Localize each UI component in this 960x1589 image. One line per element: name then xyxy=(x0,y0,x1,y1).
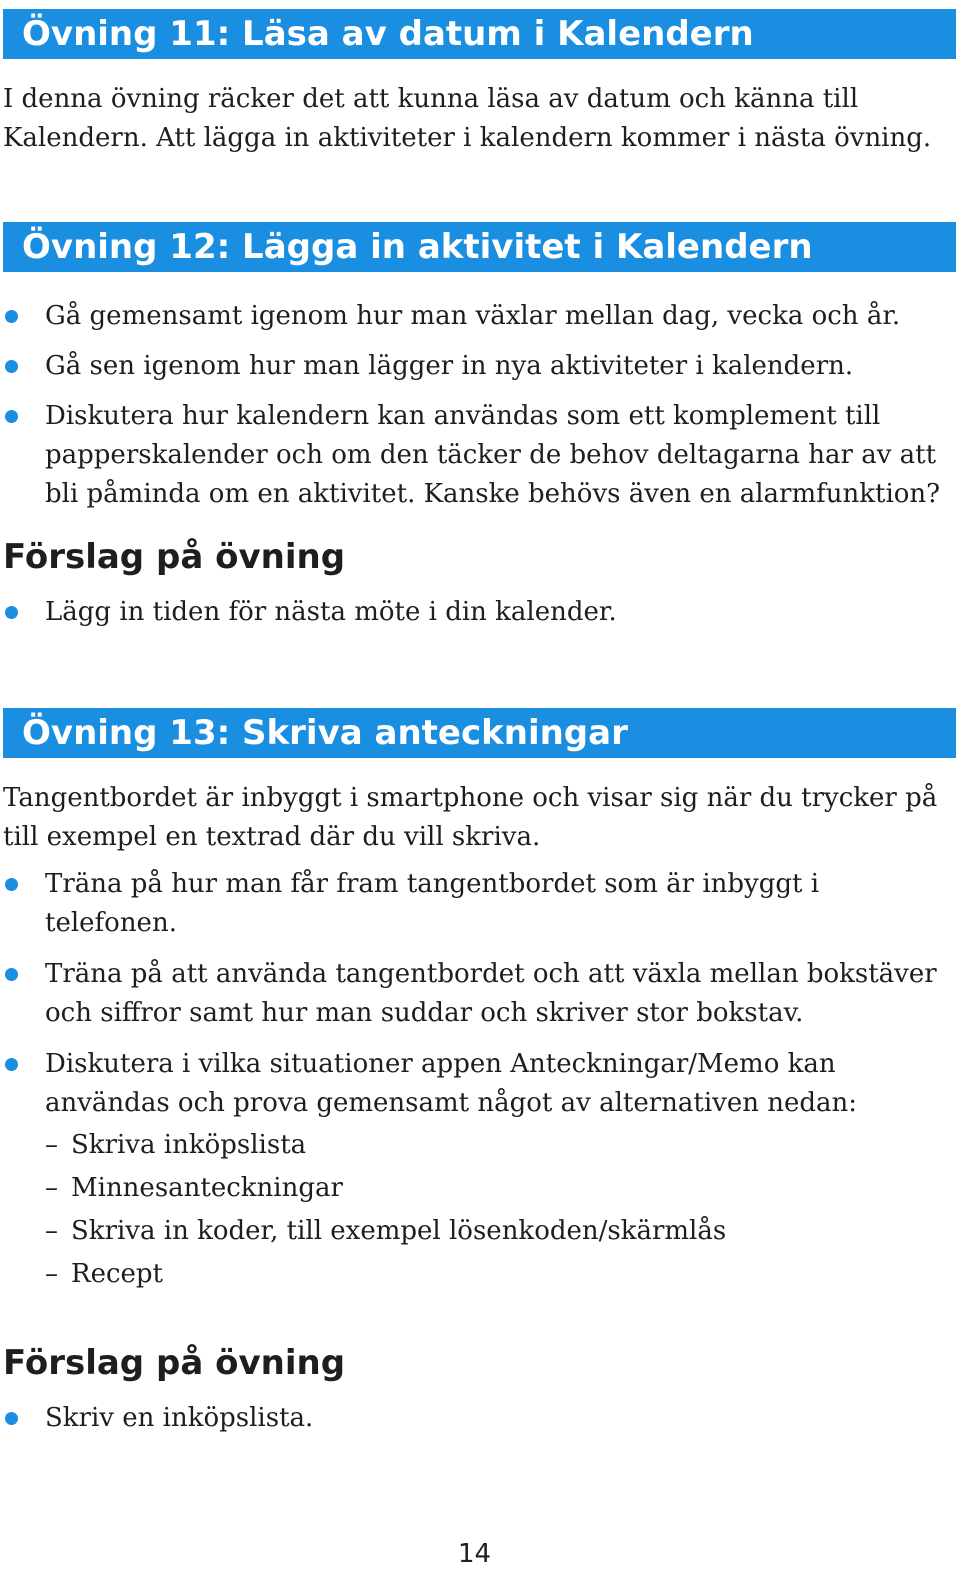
bullet-icon xyxy=(5,1058,18,1071)
bullet-icon xyxy=(5,878,18,891)
section-heading-ovning-12: Övning 12: Lägga in aktivitet i Kalendern xyxy=(3,222,956,272)
list-item-text: Lägg in tiden för nästa möte i din kalender. xyxy=(45,597,617,627)
dash-marker: – xyxy=(45,1130,58,1160)
section-heading-ovning-11: Övning 11: Läsa av datum i Kalendern xyxy=(3,9,956,59)
section-intro-ovning-13: Tangentbordet är inbyggt i smartphone och visar sig när du trycker på till exempel en textrad där du vill skriva. xyxy=(3,783,938,852)
dash-list-item xyxy=(45,1253,955,1296)
suggestion-heading-ovning-12: Förslag på övning xyxy=(3,537,346,577)
bullet-list-ovning-12 xyxy=(0,297,955,514)
list-item xyxy=(0,397,955,514)
bullet-icon xyxy=(5,360,18,373)
list-item-text: Gå gemensamt igenom hur man växlar mellan dag, vecka och år. xyxy=(45,301,901,331)
dash-list-item-text: Minnesanteckningar xyxy=(71,1173,343,1203)
section-heading-ovning-13: Övning 13: Skriva anteckningar xyxy=(3,708,956,758)
dash-marker: – xyxy=(45,1259,58,1289)
dash-list-item-text: Skriva in koder, till exempel lösenkoden/skärmlås xyxy=(71,1216,727,1246)
list-item xyxy=(0,297,955,336)
suggestion-heading-ovning-13: Förslag på övning xyxy=(3,1343,346,1383)
dash-list-item-text: Recept xyxy=(71,1259,164,1289)
list-item-text: Diskutera i vilka situationer appen Anteckningar/Memo kan användas och prova gemensamt något av alternativen nedan: xyxy=(45,1049,858,1118)
list-item xyxy=(0,865,955,943)
list-item-text: Gå sen igenom hur man lägger in nya aktiviteter i kalendern. xyxy=(45,351,854,381)
list-item xyxy=(0,1399,955,1438)
dash-marker: – xyxy=(45,1173,58,1203)
list-item-text: Skriv en inköpslista. xyxy=(45,1403,314,1433)
list-item-text: Diskutera hur kalendern kan användas som ett komplement till papperskalender och om den täcker de behov deltagarna har av att bli påminda om en aktivitet. Kanske behövs även en alarmfunktion? xyxy=(45,401,941,509)
suggestion-list-ovning-12 xyxy=(0,593,955,632)
dash-list-item xyxy=(45,1124,955,1167)
list-item-text: Träna på att använda tangentbordet och att växla mellan bokstäver och siffror samt hur man suddar och skriver stor bokstav. xyxy=(45,959,937,1028)
bullet-list-ovning-13 xyxy=(0,865,955,1296)
list-item xyxy=(0,1045,955,1296)
dash-list-item xyxy=(45,1210,955,1253)
bullet-icon xyxy=(5,606,18,619)
dash-list xyxy=(45,1124,955,1296)
bullet-icon xyxy=(5,310,18,323)
list-item xyxy=(0,593,955,632)
dash-list-item-text: Skriva inköpslista xyxy=(71,1130,307,1160)
suggestion-list-ovning-13 xyxy=(0,1399,955,1438)
list-item xyxy=(0,955,955,1033)
list-item-text: Träna på hur man får fram tangentbordet som är inbyggt i telefonen. xyxy=(45,869,820,938)
page-number: 14 xyxy=(457,1539,492,1569)
dash-list-item xyxy=(45,1167,955,1210)
dash-marker: – xyxy=(45,1216,58,1246)
bullet-icon xyxy=(5,1412,18,1425)
section-intro-ovning-11: I denna övning räcker det att kunna läsa av datum och känna till Kalendern. Att lägga in aktiviteter i kalendern kommer i nästa övning. xyxy=(3,84,932,153)
list-item xyxy=(0,347,955,386)
bullet-icon xyxy=(5,410,18,423)
bullet-icon xyxy=(5,968,18,981)
